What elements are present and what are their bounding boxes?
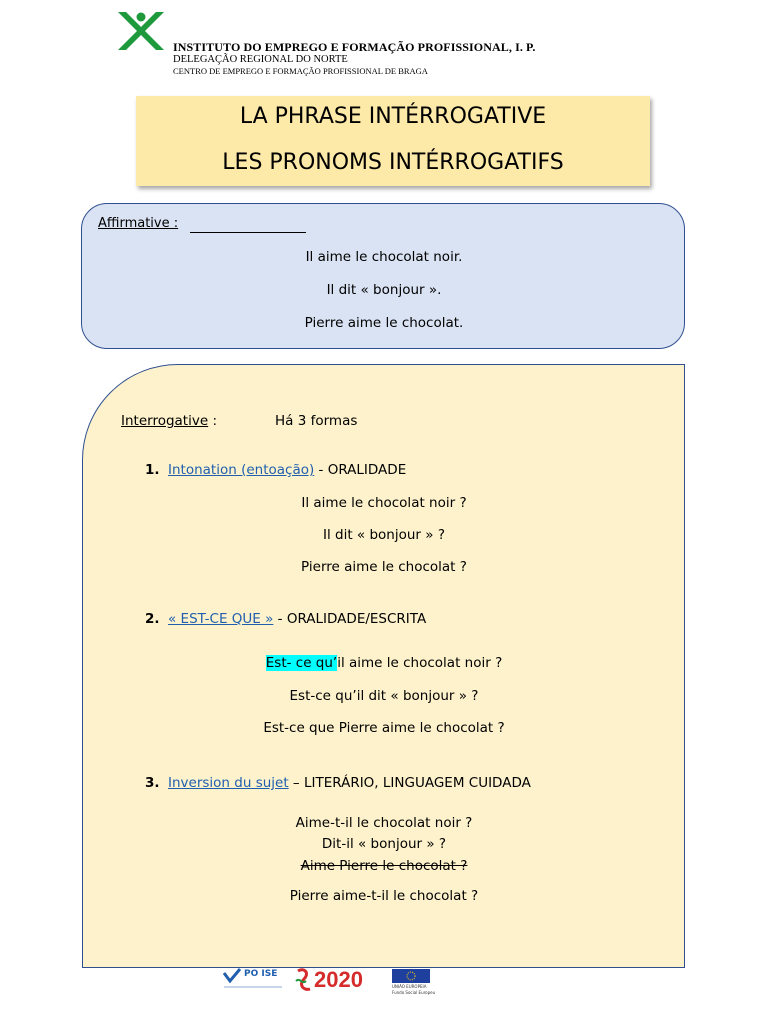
- example-sentence: Pierre aime-t-il le chocolat ?: [289, 888, 479, 904]
- intonation-link[interactable]: Intonation (entoação): [168, 462, 315, 478]
- form-item-inversion: 3. Inversion du sujet – LITERÁRIO, LINGUAGEM CUIDADA: [145, 775, 531, 791]
- example-sentence-struck: Aime Pierre le chocolat ?: [300, 858, 468, 874]
- title-box: [136, 96, 650, 186]
- affirmative-sentence: Il dit « bonjour ».: [326, 282, 442, 298]
- iefp-logo-icon: [114, 10, 168, 52]
- eu-logo: UNIÃO EUROPEIA Fundo Social Europeu: [392, 968, 446, 998]
- example-sentence: Est-ce que Pierre aime le chocolat ?: [263, 720, 505, 736]
- organization-name: INSTITUTO DO EMPREGO E FORMAÇÃO PROFISSIONAL, I. P.: [173, 40, 536, 54]
- highlighted-text: Est- ce qu’: [265, 655, 338, 671]
- portugal-flag-icon: [294, 967, 314, 995]
- affirmative-label: Affirmative :: [98, 216, 179, 231]
- example-sentence: Il aime le chocolat noir ?: [301, 495, 467, 511]
- form-item-est-ce-que: 2. « EST-CE QUE » - ORALIDADE/ESCRITA: [145, 611, 427, 627]
- eu-flag-icon: [392, 969, 430, 983]
- example-sentence: Aime-t-il le chocolat noir ?: [295, 815, 473, 831]
- forms-count-text: Há 3 formas: [275, 413, 358, 429]
- est-ce-que-link[interactable]: « EST-CE QUE »: [168, 611, 274, 627]
- title-line-2: LES PRONOMS INTÉRROGATIFS: [222, 150, 564, 175]
- affirmative-sentence: Pierre aime le chocolat.: [304, 315, 464, 331]
- example-sentence: Dit-il « bonjour » ?: [321, 836, 447, 852]
- title-line-1: LA PHRASE INTÉRROGATIVE: [239, 104, 547, 129]
- center-name: CENTRO DE EMPREGO E FORMAÇÃO PROFISSIONAL DE BRAGA: [173, 66, 428, 76]
- inversion-link[interactable]: Inversion du sujet: [168, 775, 289, 791]
- affirmative-sentence: Il aime le chocolat noir.: [305, 249, 463, 265]
- delegation-name: DELEGAÇÃO REGIONAL DO NORTE: [173, 54, 348, 65]
- form-item-intonation: 1. Intonation (entoação) - ORALIDADE: [145, 462, 407, 478]
- poise-logo: PO ISE: [222, 967, 284, 997]
- example-sentence: Il dit « bonjour » ?: [323, 527, 445, 543]
- example-sentence: Pierre aime le chocolat ?: [301, 559, 467, 575]
- example-sentence-highlighted: Est- ce qu’il aime le chocolat noir ?: [265, 655, 503, 671]
- affirmative-underline: [190, 232, 306, 233]
- portugal-2020-logo: 2020: [294, 967, 380, 997]
- interrogative-label: Interrogative :: [121, 413, 217, 429]
- example-sentence: Est-ce qu’il dit « bonjour » ?: [289, 688, 479, 704]
